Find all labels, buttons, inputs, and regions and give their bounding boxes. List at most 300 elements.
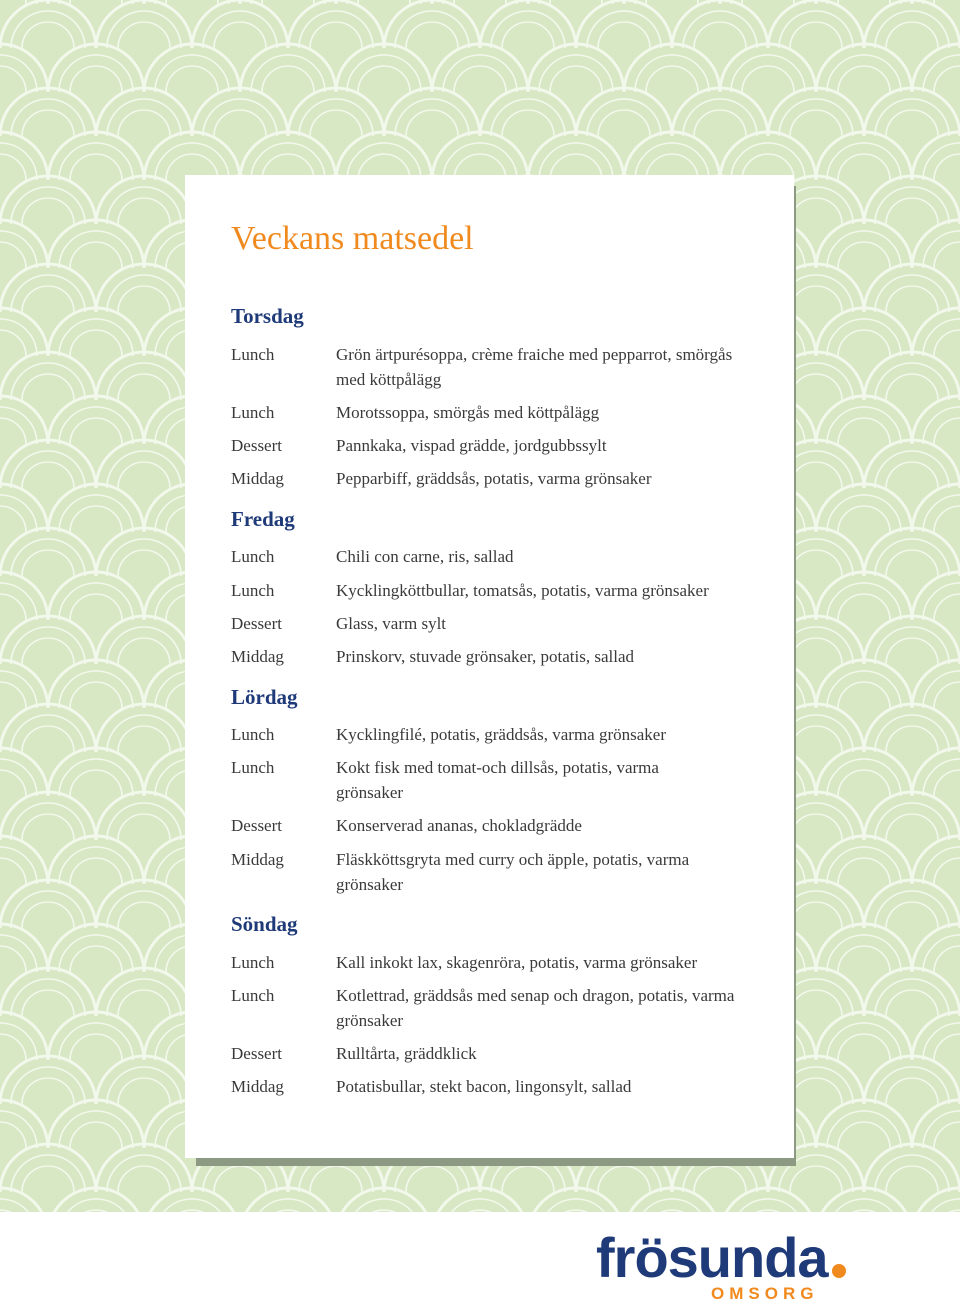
scale-arc — [118, 550, 170, 576]
scale-arc — [816, 1100, 912, 1148]
scale-arc — [0, 572, 48, 620]
scale-arc — [816, 220, 912, 268]
scale-arc — [48, 308, 144, 356]
scale-arc — [790, 550, 842, 576]
scale-arc — [0, 308, 48, 356]
meal-type: Middag — [231, 1077, 284, 1096]
scale-arc — [886, 1166, 938, 1192]
scale-arc — [528, 132, 624, 180]
scale-arc — [694, 1166, 746, 1192]
meal-type: Lunch — [231, 725, 275, 744]
scale-arc — [790, 374, 842, 400]
scale-arc — [0, 792, 96, 840]
scale-arc — [912, 484, 960, 532]
scale-arc — [118, 286, 170, 312]
scale-arc — [454, 1210, 506, 1212]
scale-arc — [166, 0, 218, 4]
scale-arc — [118, 990, 170, 1016]
scale-arc — [96, 1144, 192, 1192]
scale-arc — [48, 748, 144, 796]
scale-arc — [646, 0, 698, 4]
dish: Glass, varm sylt — [336, 614, 447, 633]
scale-arc — [22, 198, 74, 224]
scale-arc — [118, 462, 170, 488]
scale-arc — [0, 44, 48, 92]
scale-arc — [790, 726, 842, 752]
meal-type: Dessert — [231, 614, 282, 633]
scale-arc — [336, 132, 432, 180]
scale-arc — [336, 44, 432, 92]
dish: Konserverad ananas, chokladgrädde — [336, 816, 582, 835]
scale-arc — [598, 1166, 650, 1192]
scale-arc — [22, 286, 74, 312]
scale-arc — [864, 0, 960, 48]
logo-dot — [832, 1264, 846, 1278]
scale-arc — [48, 836, 144, 884]
scale-arc — [96, 0, 192, 48]
scale-arc — [502, 22, 554, 48]
dish: Prinskorv, stuvade grönsaker, potatis, sallad — [336, 647, 635, 666]
scale-arc — [646, 66, 698, 92]
scale-arc — [934, 0, 960, 4]
scale-arc — [118, 374, 170, 400]
scale-arc — [406, 22, 458, 48]
scale-arc — [0, 242, 26, 268]
dish: Kokt fisk med tomat-och dillsås, potatis, varma grönsaker — [336, 758, 659, 802]
scale-arc — [816, 44, 912, 92]
scale-arc — [70, 1122, 122, 1148]
scale-arc — [70, 594, 122, 620]
scale-arc — [214, 1166, 266, 1192]
scale-arc — [790, 1166, 842, 1192]
scale-arc — [694, 22, 746, 48]
scale-arc — [934, 66, 960, 92]
scale-arc — [48, 1012, 144, 1060]
scale-arc — [864, 528, 960, 576]
scale-arc — [406, 1166, 458, 1192]
scale-arc — [816, 132, 912, 180]
scale-arc — [912, 132, 960, 180]
scale-arc — [864, 880, 960, 928]
scale-arc — [96, 704, 192, 752]
scale-arc — [432, 44, 528, 92]
dish: Fläskköttsgryta med curry och äpple, potatis, varma grönsaker — [336, 850, 690, 894]
scale-arc — [118, 1078, 170, 1104]
scale-arc — [240, 44, 336, 92]
scale-arc — [912, 220, 960, 268]
scale-arc — [48, 924, 144, 972]
scale-arc — [0, 330, 26, 356]
scale-arc — [550, 66, 602, 92]
scale-arc — [912, 1012, 960, 1060]
scale-arc — [864, 704, 960, 752]
scale-arc — [934, 418, 960, 444]
scale-arc — [0, 968, 96, 1016]
scale-arc — [144, 132, 240, 180]
scale-arc — [70, 154, 122, 180]
scale-arc — [262, 66, 314, 92]
scale-arc — [934, 770, 960, 796]
scale-arc — [816, 572, 912, 620]
scale-arc — [0, 132, 48, 180]
scale-arc — [70, 506, 122, 532]
scale-arc — [934, 594, 960, 620]
meal-type: Lunch — [231, 581, 275, 600]
scale-arc — [48, 220, 144, 268]
scale-arc — [0, 176, 96, 224]
scale-arc — [912, 1100, 960, 1148]
scale-arc — [886, 374, 938, 400]
meal-type: Dessert — [231, 436, 282, 455]
scale-arc — [912, 660, 960, 708]
scale-arc — [742, 66, 794, 92]
scale-arc — [550, 0, 602, 4]
scale-arc — [0, 1210, 26, 1212]
scale-arc — [0, 396, 48, 444]
scale-arc — [0, 1100, 48, 1148]
scale-arc — [96, 440, 192, 488]
scale-arc — [598, 22, 650, 48]
meal-type: Middag — [231, 850, 284, 869]
scale-arc — [790, 1078, 842, 1104]
scale-arc — [22, 462, 74, 488]
meal-type: Dessert — [231, 816, 282, 835]
scale-arc — [0, 0, 96, 48]
day-heading-lordag: Lördag — [231, 685, 298, 709]
scale-arc — [598, 110, 650, 136]
scale-arc — [22, 990, 74, 1016]
scale-arc — [790, 638, 842, 664]
scale-arc — [838, 682, 890, 708]
scale-arc — [576, 0, 672, 48]
scale-arc — [838, 594, 890, 620]
scale-arc — [912, 572, 960, 620]
scale-arc — [576, 88, 672, 136]
scale-arc — [934, 1034, 960, 1060]
scale-arc — [358, 0, 410, 4]
scale-arc — [790, 286, 842, 312]
scale-arc — [838, 770, 890, 796]
scale-arc — [0, 660, 48, 708]
scale-arc — [118, 726, 170, 752]
scale-arc — [742, 0, 794, 4]
day-heading-torsdag: Torsdag — [231, 304, 304, 328]
scale-arc — [0, 418, 26, 444]
scale-arc — [934, 1210, 960, 1212]
scale-arc — [48, 396, 144, 444]
scale-arc — [144, 44, 240, 92]
scale-arc — [912, 44, 960, 92]
meal-type: Lunch — [231, 547, 275, 566]
scale-arc — [0, 506, 26, 532]
dish: Rulltårta, gräddklick — [336, 1044, 477, 1063]
scale-arc — [22, 110, 74, 136]
scale-arc — [816, 660, 912, 708]
scale-arc — [96, 352, 192, 400]
scale-arc — [624, 132, 720, 180]
scale-arc — [838, 1034, 890, 1060]
scale-arc — [864, 1056, 960, 1104]
scale-arc — [0, 154, 26, 180]
scale-arc — [70, 858, 122, 884]
scale-arc — [816, 1012, 912, 1060]
scale-arc — [70, 946, 122, 972]
scale-arc — [96, 792, 192, 840]
scale-arc — [816, 748, 912, 796]
scale-arc — [790, 22, 842, 48]
dish: Kycklingfilé, potatis, gräddsås, varma grönsaker — [336, 725, 666, 744]
scale-arc — [886, 22, 938, 48]
scale-arc — [48, 660, 144, 708]
scale-arc — [262, 0, 314, 4]
scale-arc — [96, 968, 192, 1016]
scale-arc — [816, 924, 912, 972]
dish: Morotssoppa, smörgås med köttpålägg — [336, 403, 600, 422]
scale-arc — [0, 220, 48, 268]
scale-arc — [22, 374, 74, 400]
scale-arc — [934, 154, 960, 180]
scale-arc — [502, 1166, 554, 1192]
scale-arc — [0, 66, 26, 92]
scale-arc — [70, 682, 122, 708]
scale-arc — [48, 484, 144, 532]
scale-arc — [934, 330, 960, 356]
scale-arc — [790, 110, 842, 136]
scale-arc — [96, 264, 192, 312]
scale-arc — [70, 1210, 122, 1212]
scale-arc — [192, 88, 288, 136]
scale-arc — [838, 418, 890, 444]
dish: Chili con carne, ris, sallad — [336, 547, 514, 566]
scale-arc — [214, 22, 266, 48]
scale-arc — [0, 836, 48, 884]
scale-arc — [550, 1210, 602, 1212]
meal-type: Middag — [231, 647, 284, 666]
scale-arc — [358, 1210, 410, 1212]
scale-arc — [502, 110, 554, 136]
scale-arc — [838, 506, 890, 532]
scale-arc — [118, 1166, 170, 1192]
scale-arc — [790, 198, 842, 224]
scale-arc — [838, 154, 890, 180]
scale-arc — [0, 1056, 96, 1104]
dish: Grön ärtpurésoppa, crème fraiche med pepparrot, smörgås med köttpålägg — [336, 345, 733, 389]
scale-arc — [886, 198, 938, 224]
scale-arc — [816, 308, 912, 356]
scale-arc — [22, 22, 74, 48]
scale-arc — [886, 726, 938, 752]
meal-type: Lunch — [231, 953, 275, 972]
scale-arc — [768, 88, 864, 136]
scale-arc — [864, 352, 960, 400]
scale-arc — [96, 528, 192, 576]
scale-arc — [288, 0, 384, 48]
scale-arc — [790, 902, 842, 928]
scale-arc — [0, 1034, 26, 1060]
scale-arc — [886, 1078, 938, 1104]
scale-arc — [22, 1078, 74, 1104]
scale-arc — [838, 330, 890, 356]
dish: Pepparbiff, gräddsås, potatis, varma grönsaker — [336, 469, 652, 488]
scale-arc — [432, 132, 528, 180]
scale-arc — [70, 242, 122, 268]
scale-arc — [70, 330, 122, 356]
day-heading-fredag: Fredag — [231, 507, 295, 531]
scale-arc — [790, 462, 842, 488]
scale-arc — [0, 440, 96, 488]
scale-arc — [0, 484, 48, 532]
scale-arc — [262, 1210, 314, 1212]
scale-arc — [0, 1122, 26, 1148]
meal-type: Dessert — [231, 1044, 282, 1063]
frosunda-omsorg-logo — [596, 1226, 856, 1305]
scale-arc — [864, 616, 960, 664]
scale-arc — [864, 968, 960, 1016]
meal-type: Lunch — [231, 345, 275, 364]
scale-arc — [480, 0, 576, 48]
scale-arc — [48, 1100, 144, 1148]
scale-arc — [96, 176, 192, 224]
scale-arc — [838, 858, 890, 884]
scale-arc — [310, 110, 362, 136]
scale-arc — [310, 1166, 362, 1192]
scale-arc — [118, 110, 170, 136]
dish: Potatisbullar, stekt bacon, lingonsylt, sallad — [336, 1077, 632, 1096]
scale-arc — [0, 946, 26, 972]
dish: Kotlettrad, gräddsås med senap och dragon, potatis, varma grönsaker — [336, 986, 735, 1030]
scale-arc — [70, 770, 122, 796]
scale-arc — [214, 110, 266, 136]
scale-arc — [886, 814, 938, 840]
scale-arc — [454, 66, 506, 92]
scale-arc — [192, 0, 288, 48]
scale-arc — [838, 66, 890, 92]
scale-arc — [838, 0, 890, 4]
scale-arc — [934, 1122, 960, 1148]
scale-arc — [838, 1122, 890, 1148]
scale-arc — [838, 242, 890, 268]
scale-arc — [358, 66, 410, 92]
scale-arc — [864, 88, 960, 136]
dish: Kall inkokt lax, skagenröra, potatis, varma grönsaker — [336, 953, 698, 972]
scale-arc — [934, 506, 960, 532]
scale-arc — [118, 902, 170, 928]
scale-arc — [934, 946, 960, 972]
scale-arc — [886, 110, 938, 136]
day-heading-sondag: Söndag — [231, 912, 298, 936]
scale-arc — [48, 132, 144, 180]
scale-arc — [816, 836, 912, 884]
scale-arc — [118, 814, 170, 840]
scale-arc — [0, 594, 26, 620]
scale-arc — [48, 44, 144, 92]
scale-arc — [96, 1056, 192, 1104]
scale-arc — [288, 88, 384, 136]
scale-arc — [48, 572, 144, 620]
scale-arc — [768, 0, 864, 48]
scale-arc — [22, 902, 74, 928]
scale-arc — [864, 1144, 960, 1192]
scale-arc — [624, 44, 720, 92]
scale-arc — [0, 880, 96, 928]
scale-arc — [864, 264, 960, 312]
scale-arc — [816, 396, 912, 444]
scale-arc — [694, 110, 746, 136]
scale-arc — [720, 44, 816, 92]
page-title: Veckans matsedel — [231, 220, 474, 257]
scale-arc — [96, 88, 192, 136]
scale-arc — [886, 550, 938, 576]
scale-arc — [480, 88, 576, 136]
scale-arc — [118, 638, 170, 664]
scale-arc — [912, 836, 960, 884]
dish: Kycklingköttbullar, tomatsås, potatis, varma grönsaker — [336, 581, 709, 600]
scale-arc — [22, 1166, 74, 1192]
scale-arc — [0, 748, 48, 796]
scale-arc — [864, 440, 960, 488]
scale-arc — [672, 88, 768, 136]
scale-arc — [22, 726, 74, 752]
scale-arc — [816, 484, 912, 532]
scale-arc — [646, 1210, 698, 1212]
scale-arc — [886, 638, 938, 664]
scale-arc — [0, 616, 96, 664]
scale-arc — [70, 0, 122, 4]
scale-arc — [22, 638, 74, 664]
scale-arc — [912, 308, 960, 356]
scale-arc — [912, 748, 960, 796]
scale-arc — [0, 352, 96, 400]
scale-arc — [790, 990, 842, 1016]
scale-arc — [0, 682, 26, 708]
scale-arc — [886, 462, 938, 488]
scale-arc — [406, 110, 458, 136]
scale-arc — [0, 924, 48, 972]
scale-arc — [70, 418, 122, 444]
meal-type: Lunch — [231, 986, 275, 1005]
scale-arc — [96, 616, 192, 664]
scale-arc — [742, 1210, 794, 1212]
scale-arc — [912, 396, 960, 444]
logo-subtitle: OMSORG — [711, 1284, 819, 1303]
scale-arc — [454, 0, 506, 4]
scale-arc — [886, 286, 938, 312]
scale-arc — [310, 22, 362, 48]
scale-arc — [118, 198, 170, 224]
scale-arc — [886, 990, 938, 1016]
scale-arc — [864, 792, 960, 840]
scale-arc — [0, 770, 26, 796]
scale-arc — [720, 132, 816, 180]
scale-arc — [166, 66, 218, 92]
scale-arc — [166, 1210, 218, 1212]
scale-arc — [240, 132, 336, 180]
scale-arc — [0, 704, 96, 752]
meal-type: Lunch — [231, 758, 275, 777]
scale-arc — [0, 1012, 48, 1060]
logo-wordmark: frösunda — [596, 1226, 828, 1289]
scale-arc — [384, 0, 480, 48]
meal-type: Lunch — [231, 403, 275, 422]
scale-arc — [118, 22, 170, 48]
scale-arc — [912, 924, 960, 972]
scale-arc — [0, 88, 96, 136]
scale-arc — [838, 946, 890, 972]
scale-arc — [934, 682, 960, 708]
scale-arc — [886, 902, 938, 928]
scale-arc — [0, 1144, 96, 1192]
scale-arc — [70, 1034, 122, 1060]
